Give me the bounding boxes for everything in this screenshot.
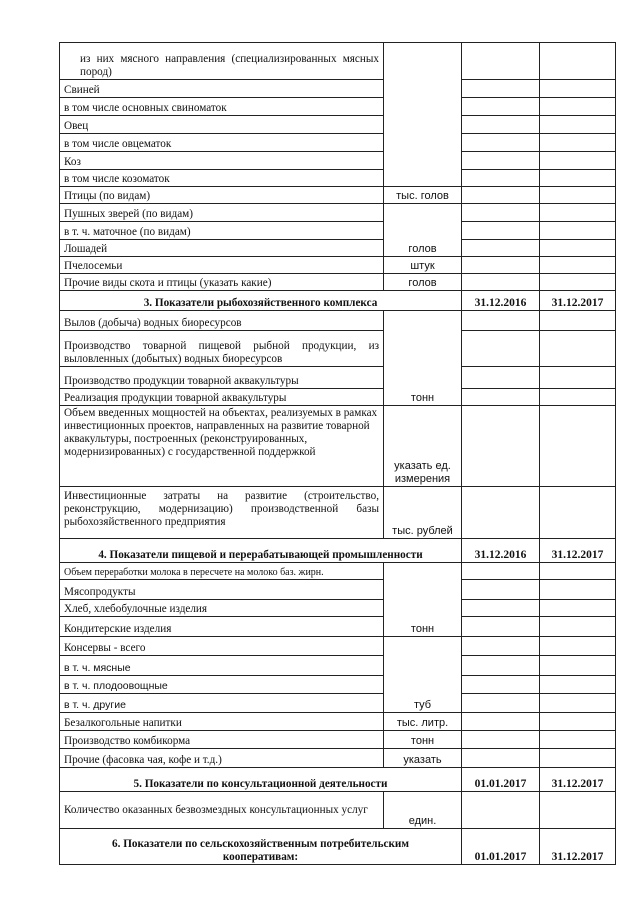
value-cell[interactable] — [540, 749, 616, 768]
value-cell[interactable] — [462, 617, 540, 637]
table-row — [60, 134, 616, 152]
table-row — [60, 580, 616, 600]
value-cell[interactable] — [462, 676, 540, 694]
column-date: 31.12.2016 — [462, 539, 540, 563]
value-cell[interactable] — [462, 637, 540, 656]
row-label: Свиней — [60, 80, 384, 98]
value-cell[interactable] — [462, 749, 540, 768]
row-label: Инвестиционные затраты на развитие (строительство, реконструкцию, модернизацию) производственной базы рыбохозяйственного предприятия — [60, 487, 384, 539]
table-row — [60, 116, 616, 134]
table-row — [60, 792, 616, 829]
section-header-row — [60, 539, 616, 563]
value-cell[interactable] — [540, 406, 616, 487]
table-row — [60, 563, 616, 580]
column-date: 01.01.2017 — [462, 829, 540, 865]
value-cell[interactable] — [540, 80, 616, 98]
section-title: 3. Показатели рыбохозяйственного комплекса — [60, 291, 462, 311]
value-cell[interactable] — [540, 367, 616, 389]
table-row — [60, 713, 616, 731]
value-cell[interactable] — [540, 170, 616, 187]
table-row — [60, 204, 616, 222]
value-cell[interactable] — [540, 487, 616, 539]
column-date: 01.01.2017 — [462, 768, 540, 792]
unit-cell: голов — [384, 204, 462, 257]
value-cell[interactable] — [540, 600, 616, 617]
value-cell[interactable] — [540, 240, 616, 257]
table-row — [60, 600, 616, 617]
value-cell[interactable] — [540, 563, 616, 580]
row-label: Прочие виды скота и птицы (указать какие) — [60, 274, 384, 291]
value-cell[interactable] — [462, 152, 540, 170]
row-label: Объем переработки молока в пересчете на молоко баз. жирн. — [60, 563, 384, 580]
table-row — [60, 311, 616, 331]
value-cell[interactable] — [540, 713, 616, 731]
section-header-row — [60, 768, 616, 792]
row-label: Реализация продукции товарной аквакультуры — [60, 389, 384, 406]
value-cell[interactable] — [540, 694, 616, 713]
table-row — [60, 676, 616, 694]
unit-cell: тонн — [384, 311, 462, 406]
unit-cell: указать ед. измерения — [384, 406, 462, 487]
section-header-row — [60, 829, 616, 865]
row-label: в т. ч. другие — [60, 694, 384, 713]
value-cell[interactable] — [462, 694, 540, 713]
row-label: Консервы - всего — [60, 637, 384, 656]
row-label: Прочие (фасовка чая, кофе и т.д.) — [60, 749, 384, 768]
value-cell[interactable] — [540, 617, 616, 637]
value-cell[interactable] — [540, 389, 616, 406]
row-label: Производство товарной пищевой рыбной продукции, из выловленных (добытых) водных биоресурсов — [60, 331, 384, 367]
row-label: Мясопродукты — [60, 580, 384, 600]
unit-cell: тыс. литр. — [384, 713, 462, 731]
table-row — [60, 187, 616, 204]
row-label: в том числе козоматок — [60, 170, 384, 187]
table-row — [60, 406, 616, 487]
table-row — [60, 389, 616, 406]
row-label: в т. ч. маточное (по видам) — [60, 222, 384, 240]
value-cell[interactable] — [462, 563, 540, 580]
row-label: Вылов (добыча) водных биоресурсов — [60, 311, 384, 331]
value-cell[interactable] — [462, 116, 540, 134]
value-cell[interactable] — [540, 98, 616, 116]
table-row — [60, 617, 616, 637]
row-label: Коз — [60, 152, 384, 170]
value-cell[interactable] — [462, 331, 540, 367]
table-row — [60, 487, 616, 539]
value-cell[interactable] — [462, 98, 540, 116]
value-cell[interactable] — [540, 580, 616, 600]
unit-cell: туб — [384, 637, 462, 713]
table-row — [60, 731, 616, 749]
value-cell[interactable] — [540, 311, 616, 331]
value-cell[interactable] — [540, 656, 616, 676]
row-label: Пушных зверей (по видам) — [60, 204, 384, 222]
table-row — [60, 331, 616, 367]
unit-cell: штук — [384, 257, 462, 274]
unit-cell: тыс. рублей — [384, 487, 462, 539]
value-cell[interactable] — [462, 240, 540, 257]
unit-cell: тыс. голов — [384, 187, 462, 204]
unit-cell: тонн — [384, 563, 462, 637]
row-label: Хлеб, хлебобулочные изделия — [60, 600, 384, 617]
row-label: Производство продукции товарной аквакультуры — [60, 367, 384, 389]
row-label: Птицы (по видам) — [60, 187, 384, 204]
value-cell[interactable] — [462, 487, 540, 539]
value-cell[interactable] — [462, 406, 540, 487]
value-cell[interactable] — [462, 731, 540, 749]
indicators-table — [59, 42, 616, 865]
row-label: Безалкогольные напитки — [60, 713, 384, 731]
value-cell[interactable] — [462, 367, 540, 389]
form-page — [59, 42, 616, 865]
unit-cell: указать — [384, 749, 462, 768]
value-cell[interactable] — [462, 257, 540, 274]
row-label: Производство комбикорма — [60, 731, 384, 749]
value-cell[interactable] — [540, 731, 616, 749]
unit-cell: голов — [384, 274, 462, 291]
table-row — [60, 152, 616, 170]
section-title: 6. Показатели по сельскохозяйственным потребительским кооперативам: — [60, 829, 462, 865]
table-row — [60, 98, 616, 116]
column-date: 31.12.2017 — [540, 539, 616, 563]
value-cell[interactable] — [540, 43, 616, 80]
value-cell[interactable] — [540, 637, 616, 656]
value-cell[interactable] — [540, 222, 616, 240]
row-label: в том числе овцематок — [60, 134, 384, 152]
column-date: 31.12.2017 — [540, 291, 616, 311]
column-date: 31.12.2017 — [540, 829, 616, 865]
table-row — [60, 170, 616, 187]
row-label: Овец — [60, 116, 384, 134]
value-cell[interactable] — [540, 116, 616, 134]
value-cell[interactable] — [462, 274, 540, 291]
value-cell[interactable] — [462, 311, 540, 331]
value-cell[interactable] — [462, 792, 540, 829]
unit-cell — [384, 43, 462, 187]
unit-cell: тонн — [384, 731, 462, 749]
value-cell[interactable] — [462, 170, 540, 187]
table-row — [60, 222, 616, 240]
row-label: в т. ч. мясные — [60, 656, 384, 676]
section-header-row — [60, 291, 616, 311]
value-cell[interactable] — [462, 204, 540, 222]
value-cell[interactable] — [462, 656, 540, 676]
value-cell[interactable] — [462, 80, 540, 98]
value-cell[interactable] — [462, 389, 540, 406]
table-row — [60, 367, 616, 389]
value-cell[interactable] — [540, 792, 616, 829]
row-label: из них мясного направления (специализированных мясных пород) — [60, 43, 384, 80]
row-label: Количество оказанных безвозмездных консультационных услуг — [60, 792, 384, 829]
section-title: 5. Показатели по консультационной деятельности — [60, 768, 462, 792]
table-row — [60, 257, 616, 274]
table-row — [60, 274, 616, 291]
value-cell[interactable] — [462, 222, 540, 240]
row-label: Пчелосемьи — [60, 257, 384, 274]
column-date: 31.12.2016 — [462, 291, 540, 311]
table-row — [60, 80, 616, 98]
table-row — [60, 694, 616, 713]
value-cell[interactable] — [462, 134, 540, 152]
value-cell[interactable] — [540, 134, 616, 152]
value-cell[interactable] — [540, 152, 616, 170]
column-date: 31.12.2017 — [540, 768, 616, 792]
row-label: в т. ч. плодоовощные — [60, 676, 384, 694]
value-cell[interactable] — [540, 331, 616, 367]
value-cell[interactable] — [540, 257, 616, 274]
value-cell[interactable] — [462, 580, 540, 600]
value-cell[interactable] — [540, 676, 616, 694]
row-label: Объем введенных мощностей на объектах, реализуемых в рамках инвестиционных проектов, направленных на развитие товарной аквакультуры, построенных (реконструированных, модернизированных) с государственной поддержкой — [60, 406, 384, 487]
row-label: в том числе основных свиноматок — [60, 98, 384, 116]
value-cell[interactable] — [540, 187, 616, 204]
unit-cell: един. — [384, 792, 462, 829]
table-row — [60, 43, 616, 80]
value-cell[interactable] — [462, 43, 540, 80]
table-row — [60, 240, 616, 257]
value-cell[interactable] — [462, 187, 540, 204]
section-title: 4. Показатели пищевой и перерабатывающей промышленности — [60, 539, 462, 563]
value-cell[interactable] — [462, 600, 540, 617]
row-label: Лошадей — [60, 240, 384, 257]
value-cell[interactable] — [540, 204, 616, 222]
row-label: Кондитерские изделия — [60, 617, 384, 637]
table-row — [60, 749, 616, 768]
table-row — [60, 637, 616, 656]
table-row — [60, 656, 616, 676]
value-cell[interactable] — [462, 713, 540, 731]
value-cell[interactable] — [540, 274, 616, 291]
